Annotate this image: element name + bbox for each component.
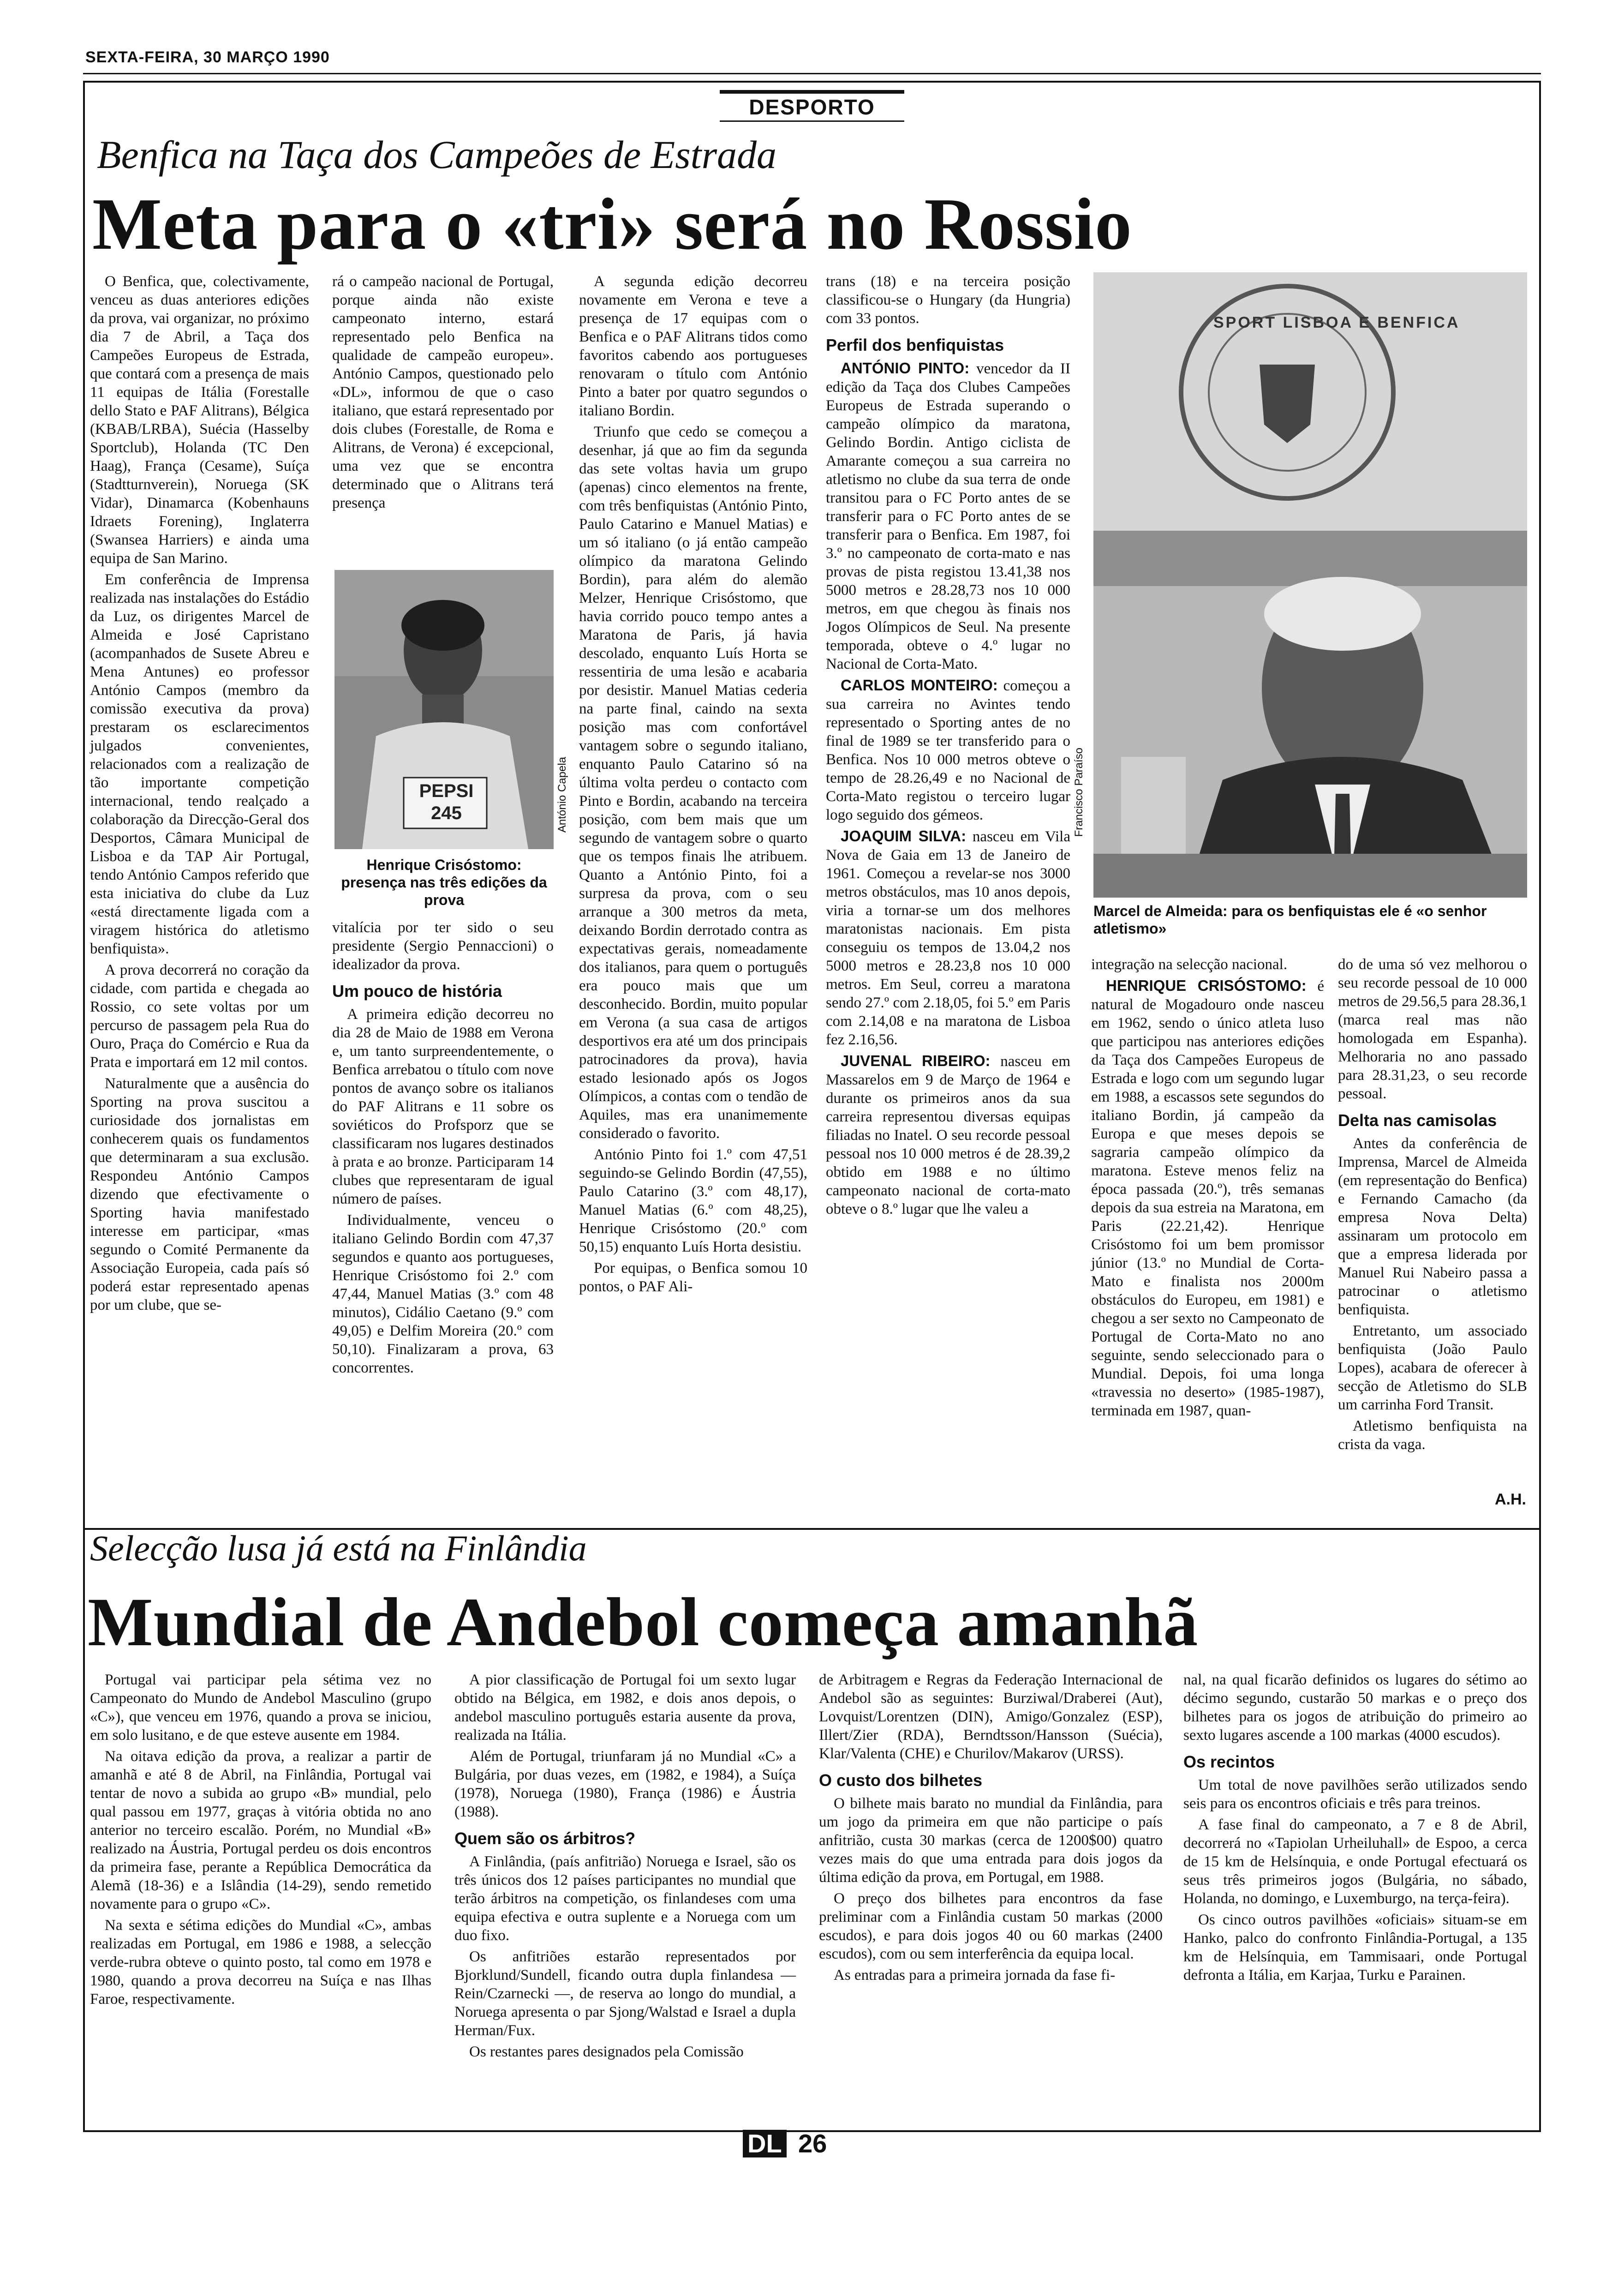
paragraph: Naturalmente que a ausência do Sporting na prova suscitou a curiosidade dos jornalistas em conhecerem quais os fundamentos que determinaram a sua exclusão. Respondeu António Campos dizendo que efectivamente o Sporting havia manifestado interesse em participar, «mas segundo o Comité Permanente da Associação Europeia, cada país só poderá estar representado apenas por um clube, que se- <box>90 1075 309 1313</box>
photo-credit: António Capela <box>556 757 568 833</box>
paragraph: Os restantes pares designados pela Comissão <box>469 2043 744 2060</box>
article2-column-2 <box>454 1671 796 2064</box>
author-signature: A.H. <box>1495 1491 1526 1508</box>
jersey-bib: PEPSI 245 <box>419 781 474 823</box>
paragraph: Individualmente, venceu o italiano Gelindo Bordin com 47,37 segundos e quanto aos portugueses, Henrique Crisóstomo foi 2.º com 47,44, Manuel Matias (3.º com 48 minutos), Cidálio Caetano (9.º com 49,05) e Delfim Moreira (20.º com 50,10). Finalizaram a prova, 63 concorrentes. <box>332 1212 554 1376</box>
subheading: Delta nas camisolas <box>1338 1111 1497 1130</box>
paragraph: Por equipas, o Benfica somou 10 pontos, o PAF Ali- <box>579 1260 807 1295</box>
profile-text: é natural de Mogadouro onde nasceu em 1962, sendo o único atleta luso que participou nas anteriores edições da Taça dos Campeões Europeus de Estrada e logo com um segundo lugar em 1988, a escassos sete segundos do italiano Bordin, já campeão da Europa e que meses depois se sagraria campeão olímpico da maratona. Esteve menos feliz na época passada (20.º), três semanas depois da sua estreia na Maratona, em Paris (22.21,42). Henrique Crisóstomo foi um bem promissor júnior (13.º no Mundial de Corta-Mato e finalista nos 2000m obstáculos do Europeu, em 1981) e chegou a ser sexto no Campeonato de Portugal de Corta-Mato no ano seguinte, sendo seleccionado para o Mundial. Depois, foi uma longa «travessia no deserto» (1985-1987), terminada em 1987, quan- <box>1091 978 1324 1419</box>
paragraph: A primeira edição decorreu no dia 28 de Maio de 1988 em Verona e, um tanto surpreendentemente, o Benfica arrebatou o título com nove pontos de avanço sobre os italianos do PAF Alitrans e 11 sobre os soviéticos do Profsporz que se classificaram nos lugares destinados à prata e ao bronze. Participaram 14 clubes que representaram de igual número de países. <box>332 1006 554 1207</box>
article2-headline: Mundial de Andebol começa amanhã <box>88 1584 1199 1660</box>
section-label: DESPORTO <box>720 90 904 122</box>
subheading: Os recintos <box>1183 1752 1275 1771</box>
profile-text: começou a sua carreira no Avintes tendo representado o Sporting antes de no final de 1989 se ter transferido para o Benfica. Nos 10 000 metros obteve o tempo de 28.26,49 e no Nacional de Corta-Mato registou o terceiro lugar logo seguido dos gémeos. <box>826 677 1070 823</box>
paragraph: nal, na qual ficarão definidos os lugares do sétimo ao décimo segundo, custarão 50 markas e o preço dos bilhetes para os jogos de atribuição do primeiro ao sexto lugares ascende a 100 markas (4000 escudos). <box>1183 1672 1527 1744</box>
page-number: 26 <box>798 2129 827 2158</box>
portrait-illustration <box>1093 272 1527 898</box>
paragraph: O Benfica, que, colectivamente, venceu as duas anteriores edições da prova, vai organizar, no próximo dia 7 de Abril, a Taça dos Campeões Europeus de Estrada, que contará com a presença de mais 11 equipas de Itália (Forestalle dello Stato e PAF Alitrans), Bélgica (KBAB/LRBA), Suécia (Hasselby Sportclub), Holanda (TC Den Haag), França (Cesame), Suíça (Stadtturnverein), Noruega (SK Vidar), Dinamarca (Kobenhauns Idraets Forening), Inglaterra (Swansea Harriers) e ainda uma equipa de San Marino. <box>90 273 309 567</box>
photo-marcel-de-almeida <box>1093 272 1527 898</box>
paragraph: A prova decorrerá no coração da cidade, com partida e chegada ao Rossio, co sete voltas por um percurso de passagem pela Rua do Ouro, Praça do Comércio e Rua da Prata e importará em 12 mil contos. <box>90 962 309 1071</box>
subheading: Perfil dos benfiquistas <box>826 336 1004 354</box>
profile-paragraph <box>826 1052 1070 1218</box>
profile-text: vencedor da II edição da Taça dos Clubes Campeões Europeus de Estrada superando o campeão olímpico da maratona, Gelindo Bordin. Antigo ciclista de Amarante começou a sua carreira no atletismo no clube da sua terra de onde transitou para o FC Porto antes de se transferir para o FC Porto antes de se transferir para o Benfica. Em 1987, foi 3.º no campeonato de corta-mato e nas provas de pista registou 13.41,38 nos 5000 metros e 28.28,73 nos 10 000 metros, em que chegou às finais nos Jogos Olímpicos de Seul. Na presente temporada, obteve o 4.º lugar no Nacional de Corta-Mato. <box>826 360 1070 672</box>
paragraph: vitalícia por ter sido o seu presidente (Sergio Pennaccioni) o idealizador da prova. <box>332 919 554 973</box>
paragraph: A fase final do campeonato, a 7 e 8 de Abril, decorrerá no «Tapiolan Urheiluhall» de Espoo, a cerca de 15 km de Helsínquia, e onde Portugal efectuará os seus três primeiros jogos (Bulgária, no sábado, Holanda, no domingo, e Luxemburgo, na terça-feira). <box>1183 1816 1527 1907</box>
paragraph: de Arbitragem e Regras da Federação Internacional de Andebol são as seguintes: Burziwal/Draberei (Aut), Lovquist/Lorentzen (DIN), Amigo/Gonzalez (ESP), Illert/Zier (RDA), Berndtsson/Hansson (Suécia), Klar/Valenta (CHE) e Churilov/Makarov (URSS). <box>819 1672 1163 1762</box>
paragraph: Triunfo que cedo se começou a desenhar, já que ao fim da segunda das sete voltas havia um grupo (apenas) cinco elementos na frente, com três benfiquistas (António Pinto, Paulo Catarino e Manuel Matias) e um só italiano (o já então campeão olímpico da maratona Gelindo Bordin), para além do alemão Melzer, Henrique Crisóstomo, que havia corrido pouco tempo antes a Maratona de Paris, já havia descolado, enquanto Luís Horta se ressentiria de uma lesão e acabaria por desistir. Manuel Matias cederia na parte final, caindo na sexta posição mas com confortável vantagem sobre o segundo italiano, enquanto Paulo Catarino só na última volta perdeu o contacto com Pinto e Bordin, acabando na terceira posição, com bem mais que um segundo de vantagem sobre o quarto que os tempos finais lhe atribuem. Quanto a António Pinto, foi a surpresa da prova, com o seu arranque a 300 metros da meta, deixando Bordin derrotado contra as expectativas gerais, nomeadamente dos italianos, para quem o português era pouco mais que um desconhecido. Bordin, muito popular em Verona (a sua casa de artigos desportivos era até um dos principais patrocinadores da prova), havia estado lesionado após os Jogos Olímpicos, a contas com o tendão de Aquiles, mas era unanimemente considerado o favorito. <box>579 424 807 1142</box>
profile-paragraph <box>1091 977 1324 1420</box>
article1-headline: Meta para o «tri» será no Rossio <box>92 183 1132 265</box>
subheading: Um pouco de história <box>332 982 502 1001</box>
paragraph: O preço dos bilhetes para encontros da fase preliminar com a Finlândia custam 50 markas (2000 escudos), e para dois jogos 40 ou 60 markas (2400 escudos), com ou sem interferência da equipa local. <box>819 1890 1163 1962</box>
club-seal-text: SPORT LISBOA E BENFICA <box>1213 314 1460 331</box>
paragraph: Entretanto, um associado benfiquista (João Paulo Lopes), acabara de oferecer à secção de Atletismo do SLB um carrinha Ford Transit. <box>1338 1323 1527 1413</box>
article1-column-6 <box>1338 955 1527 1456</box>
profile-name: CARLOS MONTEIRO: <box>841 677 998 694</box>
article2-column-4 <box>1183 1671 1527 1987</box>
top-rule <box>83 73 1541 74</box>
article2-column-1 <box>90 1671 431 2011</box>
paragraph: Além de Portugal, triunfaram já no Mundial «C» a Bulgária, por duas vezes, em (1982, e 1984), a Suíça (1978), Noruega (1980), França (1986) e Áustria (1988). <box>454 1748 796 1820</box>
paragraph: Atletismo benfiquista na crista da vaga. <box>1338 1418 1527 1453</box>
article2-column-3 <box>819 1671 1163 1987</box>
newspaper-logo: DL <box>743 2130 787 2157</box>
article1-kicker: Benfica na Taça dos Campeões de Estrada <box>97 132 777 177</box>
photo-caption: Marcel de Almeida: para os benfiquistas ele é «o senhor atletismo» <box>1093 903 1487 937</box>
photo-henrique-crisostomo <box>334 570 554 849</box>
page-date: SEXTA-FEIRA, 30 MARÇO 1990 <box>85 48 330 66</box>
profile-text: nasceu em Massarelos em 9 de Março de 1964 e durante os primeiros anos da sua carreira representou diversas equipas filiadas no Inatel. O seu recorde pessoal pessoal nos 10 000 metros é de 28.39,2 obtido em 1988 e no último campeonato nacional de corta-mato obteve o 8.º lugar que lhe valeu a <box>826 1053 1070 1217</box>
paragraph: Antes da conferência de Imprensa, Marcel de Almeida (em representação do Benfica) e Fernando Camacho (da empresa Nova Delta) assinaram um protocolo em que a empresa liderada por Manuel Rui Nabeiro passa a patrocinar o atletismo benfiquista. <box>1338 1135 1527 1318</box>
paragraph: A pior classificação de Portugal foi um sexto lugar obtido na Bélgica, em 1982, e dois anos depois, o andebol masculino português estaria ausente da prova, realizada na Itália. <box>454 1672 796 1744</box>
paragraph: Na sexta e sétima edições do Mundial «C», ambas realizadas em Portugal, em 1986 e 1988, a selecção verde-rubra obteve o quinto posto, tal como em 1978 e 1980, quando a prova decorreu na Suíça e nas Ilhas Faroe, respectivamente. <box>90 1917 431 2007</box>
profile-paragraph <box>826 676 1070 824</box>
article1-column-3 <box>579 272 807 1299</box>
article1-column-2 <box>332 272 554 515</box>
article1-column-4 <box>826 272 1070 1221</box>
profile-paragraph <box>826 827 1070 1049</box>
paragraph: As entradas para a primeira jornada da fase fi- <box>834 1967 1116 1983</box>
profile-name: ANTÓNIO PINTO: <box>841 360 970 377</box>
profile-text: nasceu em Vila Nova de Gaia em 13 de Janeiro de 1961. Começou a revelar-se nos 3000 metros obstáculos, mas 10 anos depois, viria a tornar-se um dos melhores maratonistas nacionais. Em pista conseguiu os tempos de 13.04,2 nos 5000 metros e 28.23,8 nos 10 000 metros. Em Seul, correu a maratona sendo 27.º com 2.18,05, foi 5.º em Paris com 2.14,08 e na maratona de Lisboa fez 2.16,56. <box>826 828 1070 1048</box>
profile-name: HENRIQUE CRISÓSTOMO: <box>1106 977 1307 994</box>
profile-name: JOAQUIM SILVA: <box>841 827 967 845</box>
paragraph: integração na selecção nacional. <box>1091 956 1288 973</box>
paragraph: O bilhete mais barato no mundial da Finlândia, para um jogo da primeira em que não participe o país anfitrião, custa 30 markas (cerca de 1200$00) quatro vezes mais do que uma entrada para dois jogos da última edição da prova, em Portugal, em 1988. <box>819 1795 1163 1886</box>
profile-name: JUVENAL RIBEIRO: <box>841 1052 991 1069</box>
paragraph: Os cinco outros pavilhões «oficiais» situam-se em Hanko, palco do confronto Finlândia-Portugal, a 135 km de Helsínquia, em Tammisaari, onde Portugal defronta a Itália, em Karjaa, Turku e Parainen. <box>1183 1911 1527 1983</box>
paragraph: rá o campeão nacional de Portugal, porque ainda não existe campeonato interno, estará representado pelo Benfica na qualidade de campeão europeu». António Campos, questionado pelo «DL», informou de que o caso italiano, que estará representado por dois clubes (Forestalle, de Roma e Alitrans, de Verona) é excepcional, uma vez que se encontra determinado que o Alitrans terá presença <box>332 273 554 511</box>
article2-kicker: Selecção lusa já está na Finlândia <box>90 1528 587 1568</box>
subheading: Quem são os árbitros? <box>454 1829 636 1848</box>
paragraph: do de uma só vez melhorou o seu recorde pessoal de 10 000 metros de 29.56,5 para 28.36,1 (marca real mas não homologada em Espanha). Melhoraria no ano passado para 28.31,23, o seu recorde pessoal. <box>1338 956 1527 1102</box>
article1-column-2-cont <box>332 918 554 1380</box>
article1-column-1 <box>90 272 309 1317</box>
paragraph: trans (18) e na terceira posição classificou-se o Hungary (da Hungria) com 33 pontos. <box>826 273 1070 327</box>
paragraph: Em conferência de Imprensa realizada nas instalações do Estádio da Luz, os dirigentes Marcel de Almeida e José Capristano (acompanhados de Susete Abreu e Mena Antunes) eo professor António Campos (membro da comissão executiva da prova) prestaram os esclarecimentos julgados convenientes, relacionados com a realização de tão importante competição internacional, tendo realçado a colaboração da Direcção-Geral dos Desportos, Câmara Municipal de Lisboa e da TAP Air Portugal, tendo António Campos referido que esta iniciativa do clube da Luz «está directamente ligada com a viragem histórica do atletismo benfiquista». <box>90 571 309 957</box>
photo-credit: Francisco Paraíso <box>1073 748 1085 837</box>
article1-column-5 <box>1091 955 1324 1423</box>
paragraph: Um total de nove pavilhões serão utilizados sendo seis para os encontros oficiais e três para treinos. <box>1183 1777 1527 1812</box>
paragraph: A segunda edição decorreu novamente em Verona e teve a presença de 17 equipas com o Benfica e o PAF Alitrans tidos como favoritos cabendo aos portugueses renovaram o título com António Pinto a bater por quatro segundos o italiano Bordin. <box>579 273 807 419</box>
paragraph: A Finlândia, (país anfitrião) Noruega e Israel, são os três únicos dos 12 países participantes no mundial que terão árbitros na competição, os finlandeses com uma equipa efectiva e outra suplente e a Noruega com um duo fixo. <box>454 1853 796 1944</box>
paragraph: Na oitava edição da prova, a realizar a partir de amanhã e até 8 de Abril, na Finlândia, Portugal vai tentar de novo a subida ao grupo «B» mundial, pelo qual passou em 1977, graças à vitória obtida no ano anterior no terceiro escalão. Porém, no Mundial «B» realizado na Áustria, Portugal perdeu os dois encontros da primeira fase, perante a República Democrática da Alemã (18-36) e a Islândia (14-29), sendo remetido novamente para o grupo «C». <box>90 1748 431 1912</box>
paragraph: Os anfitriões estarão representados por Bjorklund/Sundell, ficando outra dupla finlandesa — Rein/Czarnecki —, de reserva ao longo do mundial, a Noruega apresenta o par Sjong/Walstad e Israel a dupla Herman/Fux. <box>454 1948 796 2039</box>
profile-paragraph <box>826 359 1070 673</box>
paragraph: Portugal vai participar pela sétima vez no Campeonato do Mundo de Andebol Masculino (grupo «C»), que venceu em 1976, quando a prova se iniciou, em solo lusitano, e de que esteve ausente em 1984. <box>90 1672 431 1744</box>
paragraph: António Pinto foi 1.º com 47,51 seguindo-se Gelindo Bordin (47,55), Paulo Catarino (3.º com 48,17), Manuel Matias (6.º com 48,25), Henrique Crisóstomo (20.º com 50,15) enquanto Luís Horta desistiu. <box>579 1146 807 1255</box>
photo-caption: Henrique Crisóstomo: presença nas três edições da prova <box>341 857 547 908</box>
subheading: O custo dos bilhetes <box>819 1771 983 1790</box>
